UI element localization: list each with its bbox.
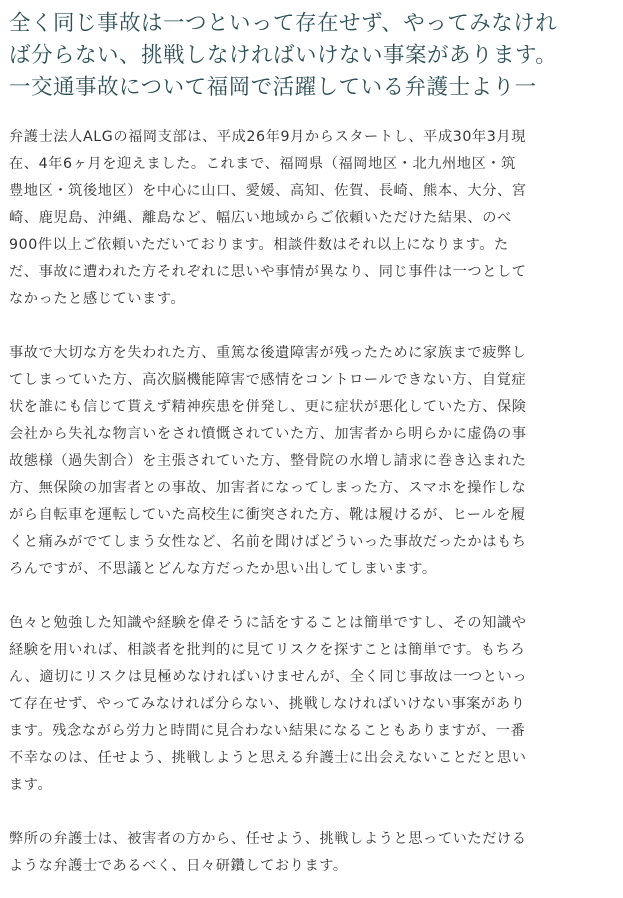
text-line: 方、無保険の加害者との事故、加害者になってしまった方、スマホを操作しな [9,480,527,496]
text-line: 会社から失礼な物言いをされ憤慨されていた方、加害者から明らかに虚偽の事 [9,426,527,442]
headline-line: ば分らない、挑戦しなければいけない事案があります。 [9,43,558,68]
text-line: て存在せず、やってみなければ分らない、挑戦しなければいけない事案があり [9,696,526,712]
text-line: なかったと感じています。 [9,291,186,307]
text-line: 不幸なのは、任せよう、挑戦しようと思える弁護士に出会えないことだと思い [9,750,527,766]
headline-line: 一交通事故について福岡で活躍している弁護士より一 [9,75,537,100]
text-line: 豊地区・筑後地区）を中心に山口、愛媛、高知、佐賀、長崎、熊本、大分、宮 [9,183,527,199]
text-line: てしまっていた方、高次脳機能障害で感情をコントロールできない方、自覚症 [9,372,527,388]
text-line: ます。残念ながら労力と時間に見合わない結果になることもありますが、一番 [9,723,526,739]
text-line: 在、4年6ヶ月を迎えました。これまで、福岡県（福岡地区・北九州地区・筑 [9,156,516,172]
text-line: だ、事故に遭われた方それぞれに思いや事情が異なり、同じ事件は一つとして [9,264,527,280]
text-line: 崎、鹿児島、沖縄、離島など、幅広い地域からご依頼いただけた結果、のべ [9,210,512,226]
paragraph-4 [9,826,614,880]
article-body [9,124,614,880]
text-line: 経験を用いれば、相談者を批判的に見てリスクを探すことは簡単です。もちろ [9,642,526,658]
paragraph-1 [9,124,614,313]
text-line: がら自転車を運転していた高校生に衝突された方、靴は履けるが、ヒールを履 [9,507,526,523]
paragraph-3 [9,610,614,799]
text-line: ん、適切にリスクは見極めなければいけませんが、全く同じ事故は一つといっ [9,669,528,685]
article-headline [9,8,614,104]
text-line: 故態様（過失割合）を主張されていた方、整骨院の水増し請求に巻き込まれた [9,453,527,469]
text-line: ような弁護士であるべく、日々研鑽しております。 [9,858,348,874]
text-line: ます。 [9,777,53,793]
text-line: くと痛みがでてしまう女性など、名前を聞けばどういった事故だったかはもち [9,534,527,550]
text-line: 弁護士法人ALGの福岡支部は、平成26年9月からスタートし、平成30年3月現 [9,129,527,145]
text-line: 状を誰にも信じて貰えず精神疾患を併発し、更に症状が悪化していた方、保険 [9,399,527,415]
text-line: ろんですが、不思議とどんな方だったか思い出してしまいます。 [9,561,437,577]
text-line: 事故で大切な方を失われた方、重篤な後遺障害が残ったために家族まで疲弊し [9,345,527,361]
text-line: 900件以上ご依頼いただいております。相談件数はそれ以上になります。た [9,237,509,253]
text-line: 色々と勉強した知識や経験を偉そうに話をすることは簡単ですし、その知識や [9,615,527,631]
headline-line: 全く同じ事故は一つといって存在せず、やってみなけれ [9,11,558,36]
paragraph-2 [9,340,614,583]
text-line: 弊所の弁護士は、被害者の方から、任せよう、挑戦しようと思っていただける [9,831,527,847]
